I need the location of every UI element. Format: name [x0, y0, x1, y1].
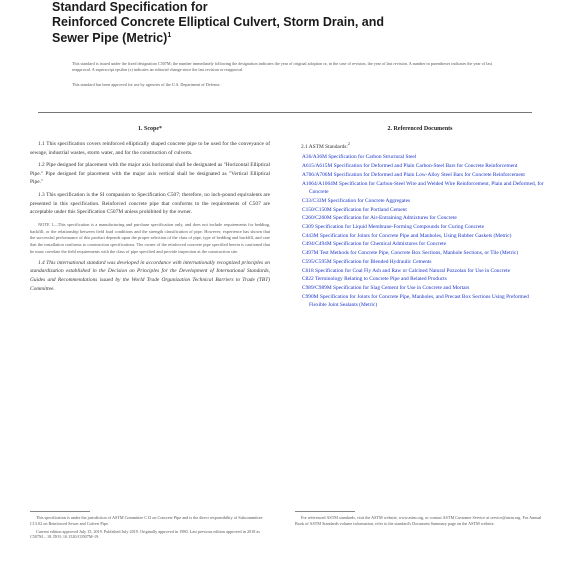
reference-code-link[interactable]: A615/A615M — [302, 163, 333, 170]
reference-item[interactable] — [295, 232, 545, 241]
reference-title[interactable]: Terminology Relating to Concrete Pipe and Related Products — [314, 276, 447, 283]
reference-code-link[interactable]: C822 — [302, 276, 314, 283]
reference-item[interactable] — [295, 240, 545, 249]
reference-item[interactable] — [295, 258, 545, 267]
title-footnote-mark: 1 — [167, 32, 172, 39]
footnotes-left — [30, 511, 270, 542]
reference-title[interactable]: Specification for Slag Cement for Use in Concrete and Mortars — [333, 284, 470, 291]
title-line-2: Reinforced Concrete Elliptical Culvert, Storm Drain, and — [52, 14, 385, 29]
reference-code-link[interactable]: C497M — [302, 250, 319, 257]
reference-title[interactable]: Test Methods for Concrete Pipe, Concrete Box Sections, Manhole Sections, or Tile (Metric) — [319, 250, 519, 257]
reference-title[interactable]: Specification for Portland Cement — [333, 206, 407, 213]
designation-note: This standard is issued under the fixed designation C507M; the number immediately following the designation indicates the year of original adoption or, in the case of revision, the year of last revision. A number in parentheses indicates the year of last reapproval. A superscript epsilon (ε) indicates an editorial change since the last revision or reapproval. — [72, 61, 492, 73]
reference-code-link[interactable]: A706/A706M — [302, 171, 333, 178]
reference-list — [295, 153, 545, 310]
scope-paragraph-1-1: 1.1 This specification covers reinforced elliptically shaped concrete pipe to be used for the conveyance of sewage, industrial wastes, storm water, and for the construction of culverts. — [30, 140, 270, 156]
reference-item[interactable] — [295, 171, 545, 180]
references-column — [295, 125, 545, 310]
references-intro-text: 2.1 ASTM Standards: — [301, 143, 348, 150]
reference-title[interactable]: Specification for Air-Entraining Admixtures for Concrete — [333, 215, 457, 222]
reference-code-link[interactable]: C443M — [302, 232, 319, 239]
footnote-edition: Current edition approved July 15, 2019. Published July 2019. Originally approved in 1980. Last previous edition approved in 2018 as C507M – 18. DOI: 10.1520/C0507M-19. — [30, 528, 260, 540]
reference-code-link[interactable]: C309 — [302, 224, 314, 231]
reference-code-link[interactable]: C260/C260M — [302, 215, 332, 222]
reference-title[interactable]: Specification for Joints for Concrete Pipe, Manholes, and Precast Box Sections Using Preformed Flexible Joint Sealants (Metric) — [309, 293, 529, 309]
footnote-1: This specification is under the jurisdiction of ASTM Committee C13 on Concrete Pipe and is the direct responsibility of Subcommittee C13.02 on Reinforced Sewer and Culvert Pipe. — [30, 515, 263, 526]
header-divider — [38, 112, 532, 113]
reference-item[interactable] — [295, 267, 545, 276]
reference-code-link[interactable]: C33/C33M — [302, 197, 327, 204]
reference-title[interactable]: Specification for Deformed and Plain Carbon-Steel Bars for Concrete Reinforcement — [333, 163, 518, 170]
reference-item[interactable] — [295, 180, 545, 197]
reference-title[interactable]: Specification for Chemical Admixtures for Concrete — [333, 241, 447, 248]
title-line-1: Standard Specification for — [52, 0, 208, 14]
scope-paragraph-1-4: 1.4 This international standard was developed in accordance with internationally recognized principles on standardization established in the Decision on Principles for the Development of International Standards, Guides and Recommendations issued by the World Trade Organization Technical Barriers to Trade (TBT) Committee. — [30, 259, 270, 293]
approval-note: This standard has been approved for use by agencies of the U.S. Department of Defense. — [72, 81, 221, 87]
reference-code-link[interactable]: C494/C494M — [302, 241, 332, 248]
reference-item[interactable] — [295, 197, 545, 206]
scope-paragraph-1-2: 1.2 Pipe designed for placement with the major axis horizontal shall be designated as "Horizontal Elliptical Pipe." Pipe designed for placement with the major axis vertical shall be designated as "Vertical Elliptical Pipe." — [30, 161, 270, 186]
reference-code-link[interactable]: C595/C595M — [302, 258, 332, 265]
reference-item[interactable] — [295, 275, 545, 284]
reference-title[interactable]: Specification for Joints for Concrete Pipe and Manholes, Using Rubber Gaskets (Metric) — [319, 232, 512, 239]
reference-item[interactable] — [295, 249, 545, 258]
reference-code-link[interactable]: C150/C150M — [302, 206, 332, 213]
reference-item[interactable] — [295, 162, 545, 171]
reference-code-link[interactable]: A36/A36M — [302, 154, 327, 161]
title-line-3 — [52, 29, 522, 46]
reference-item[interactable] — [295, 223, 545, 232]
reference-item[interactable] — [295, 284, 545, 293]
references-intro-mark: 2 — [347, 140, 350, 146]
reference-title[interactable]: Specification for Carbon-Steel Wire and Welded Wire Reinforcement, Plain and Deformed, for Concrete — [309, 180, 544, 196]
reference-title[interactable]: Specification for Carbon Structural Steel — [328, 154, 417, 161]
reference-code-link[interactable]: A1064/A1064M — [302, 180, 338, 187]
reference-title[interactable]: Specification for Liquid Membrane-Forming Compounds for Curing Concrete — [315, 224, 485, 231]
reference-code-link[interactable]: C990M — [302, 293, 319, 300]
reference-title[interactable]: Specification for Concrete Aggregates — [327, 197, 411, 204]
reference-item[interactable] — [295, 214, 545, 223]
reference-item[interactable] — [295, 206, 545, 215]
scope-column — [30, 125, 270, 297]
scope-heading: 1. Scope* — [138, 126, 162, 132]
title-line-3-text: Sewer Pipe (Metric) — [52, 31, 168, 46]
references-intro — [301, 140, 545, 152]
reference-item[interactable] — [295, 293, 545, 310]
reference-title[interactable]: Specification for Coal Fly Ash and Raw or Calcined Natural Pozzolan for Use in Concrete — [315, 267, 510, 274]
footnote-divider-left — [30, 511, 90, 512]
reference-title[interactable]: Specification for Blended Hydraulic Cements — [333, 258, 432, 265]
footnote-divider-right — [295, 511, 355, 512]
footnotes-right — [295, 511, 545, 529]
document-title — [52, 0, 522, 46]
preamble — [72, 61, 492, 91]
reference-code-link[interactable]: C618 — [302, 267, 314, 274]
reference-code-link[interactable]: C989/C989M — [302, 284, 332, 291]
references-heading: 2. Referenced Documents — [387, 126, 453, 132]
footnote-2: For referenced ASTM standards, visit the ASTM website, www.astm.org, or contact ASTM Customer Service at service@astm.org. For Annual Book of ASTM Standards volume information, refer to the standard's Document Summary page on the ASTM website. — [295, 515, 542, 526]
reference-title[interactable]: Specification for Deformed and Plain Low-Alloy Steel Bars for Concrete Reinforcement — [333, 171, 525, 178]
scope-paragraph-1-3: 1.3 This specification is the SI companion to Specification C507; therefore, no inch-pound equivalents are presented in this specification. Reinforced concrete pipe that conforms to the requirements of C507 are acceptable under this Specification C507M unless prohibited by the owner. — [30, 191, 270, 216]
reference-item[interactable] — [295, 153, 545, 162]
scope-note-1: NOTE 1—This specification is a manufacturing and purchase specification only, and does not include requirements for bedding, backfill, or the relationship between field load conditions and the strength classification of pipe. However, experience has shown that the successful performance of this product depends upon the proper selection of the class of pipe, type of bedding and backfill, and care that the installation conforms to construction specifications. The owner of the reinforced concrete pipe specified herein is cautioned that he must correlate the field requirements with the class of pipe specified and provide inspection at the construction site. — [30, 222, 270, 254]
